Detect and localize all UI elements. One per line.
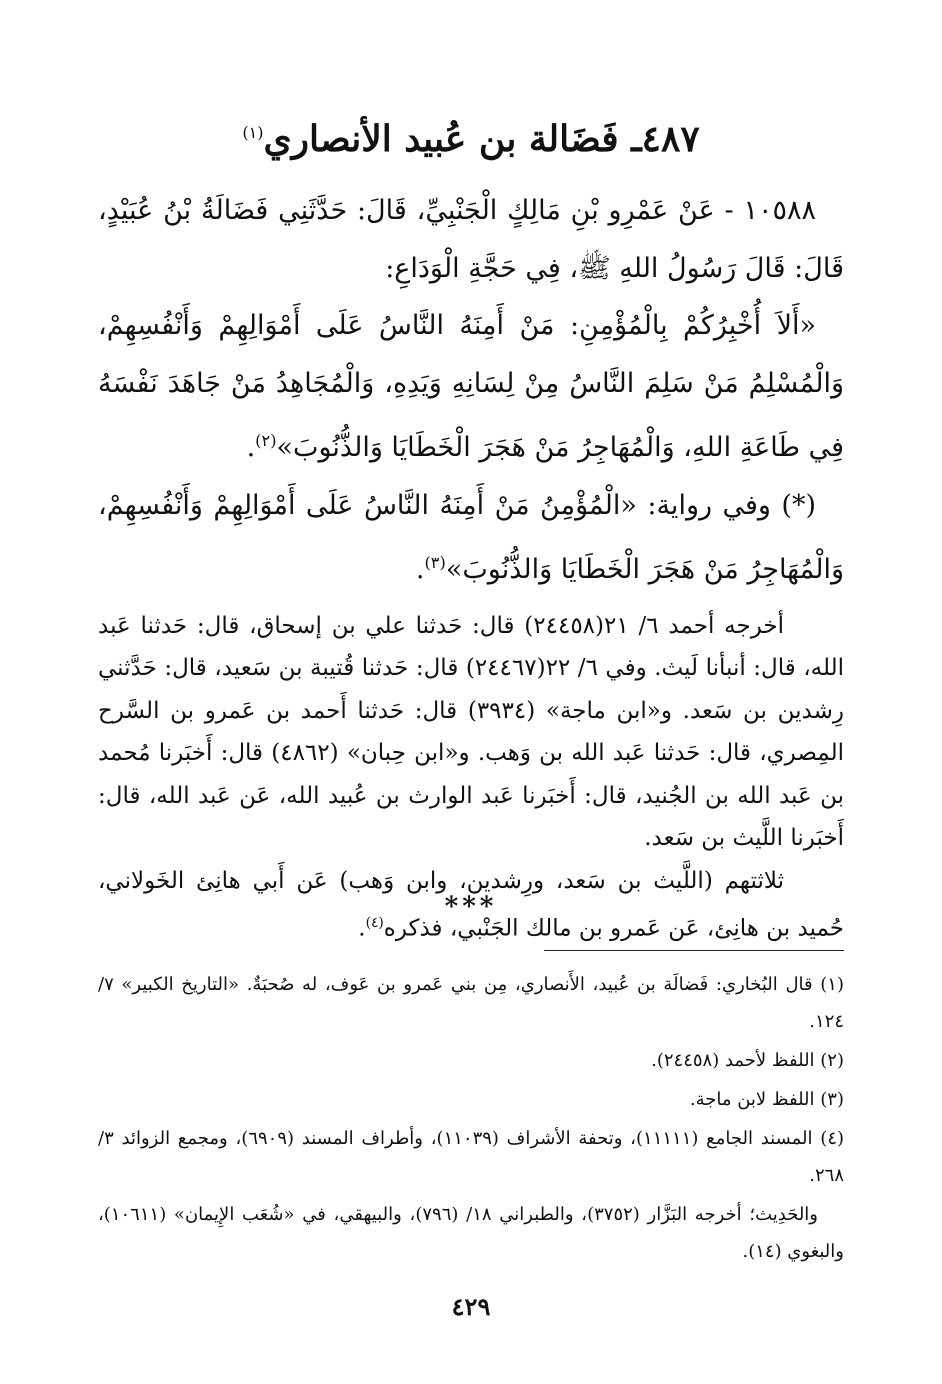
footnote-4: (٤) المسند الجامع (١١١١١)، وتحفة الأشراف (١١٠٣٩)، وأطراف المسند (٦٩٠٩)، ومجمع الزوائد ٣/ ٢٦٨.: [98, 1128, 845, 1186]
chapter-heading: [60, 108, 882, 164]
hadith-matn: «أَلاَ أُخْبِرُكُمْ بِالْمُؤْمِنِ: مَنْ أَمِنَهُ النَّاسُ عَلَى أَمْوَالِهِمْ وَأَنْفُسِهِمْ، وَالْمُسْلِمُ مَنْ سَلِمَ النَّاسُ مِنْ لِسَانِهِ وَيَدِهِ، وَالْمُجَاهِدُ مَنْ جَاهَدَ نَفْسَهُ فِي طَاعَةِ اللهِ، وَالْمُهَاجِرُ مَنْ هَجَرَ الْخَطَايَا وَالذُّنُوبَ»$^{(٢)}$.: [98, 310, 844, 463]
footnote-2: (٢) اللفظ لأحمد (٢٤٤٥٨).: [651, 1050, 844, 1071]
hadith-chain: ١٠٥٨٨ - عَنْ عَمْرِو بْنِ مَالِكٍ الْجَنْبِيِّ، قَالَ: حَدَّثَنِي فَضَالَةُ بْنُ عُبَيْدٍ، قَالَ: قَالَ رَسُولُ اللهِ ﷺ، فِي حَجَّةِ الْوَدَاعِ:: [98, 195, 844, 284]
takhrij-paragraph-2-text: ثلاثتهم (اللَّيث بن سَعد، ورِشدين، وابن وَهب) عَن أَبي هانِئ الخَولاني، حُميد بن هانِئ، عَن عَمرو بن مالك الجَنْبي، فذكره: [98, 867, 844, 942]
footnote-4-continued: والحَدِيث؛ أخرجه البَزَّار (٣٧٥٢)، والطبراني ١٨/ (٧٩٦)، والبيهقي، في «شُعَب الإِيمان» (١٠٦١١)، والبغوي (١٤).: [98, 1204, 844, 1262]
footnote-1: (١) قال البُخاري: فَضالَة بن عُبيد، الأَنصاري، مِن بني عَمرو بن عَوف، له صُحبَةٌ. «التاريخ الكبير» ٧/ ١٢٤.: [98, 974, 844, 1032]
footnote-ref-2: (٢): [255, 431, 277, 450]
footnote-divider: [544, 950, 844, 951]
hadith-matn-text: «أَلاَ أُخْبِرُكُمْ بِالْمُؤْمِنِ: مَنْ أَمِنَهُ النَّاسُ عَلَى أَمْوَالِهِمْ وَأَنْفُسِهِمْ، وَالْمُسْلِمُ مَنْ سَلِمَ النَّاسُ مِنْ لِسَانِهِ وَيَدِهِ، وَالْمُجَاهِدُ مَنْ جَاهَدَ نَفْسَهُ فِي طَاعَةِ اللهِ، وَالْمُهَاجِرُ مَنْ هَجَرَ الْخَطَايَا وَالذُّنُوبَ»: [98, 310, 844, 463]
heading-number: ٤٨٧ـ: [631, 118, 700, 160]
hadith-variant-text: (*) وفي رواية: «الْمُؤْمِنُ مَنْ أَمِنَهُ النَّاسُ عَلَى أَمْوَالِهِمْ وَأَنْفُسِهِمْ، وَالْمُهَاجِرُ مَنْ هَجَرَ الْخَطَايَا وَالذُّنُوبَ»: [98, 489, 844, 585]
heading-footnote-ref: (١): [242, 123, 264, 142]
hadith-block: [98, 182, 844, 599]
hadith-variant: (*) وفي رواية: «الْمُؤْمِنُ مَنْ أَمِنَهُ النَّاسُ عَلَى أَمْوَالِهِمْ وَأَنْفُسِهِمْ، وَالْمُهَاجِرُ مَنْ هَجَرَ الْخَطَايَا وَالذُّنُوبَ»$^{(٣)}$.: [98, 489, 844, 585]
footnote-ref-4: (٤): [365, 915, 384, 931]
takhrij-paragraph-1: أخرجه أحمد ٦/ ٢١(٢٤٤٥٨) قال: حَدثنا علي بن إسحاق، قال: حَدثنا عَبد الله، قال: أنبأنا لَيث. وفي ٦/ ٢٢(٢٤٤٦٧) قال: حَدثنا قُتيبة بن سَعيد، قال: حَدَّثني رِشدين بن سَعد. و«ابن ماجة» (٣٩٣٤) قال: حَدثنا أَحمد بن عَمرو بن السَّرح المِصري، قال: حَدثنا عَبد الله بن وَهب. و«ابن حِبان» (٤٨٦٢) قال: أَخبَرنا مُحمد بن عَبد الله بن الجُنيد، قال: أَخبَرنا عَبد الوارث بن عُبيد الله، عَن عَبد الله، قال: أَخبَرنا اللَّيث بن سَعد.: [98, 612, 844, 851]
footnotes: [98, 966, 844, 1272]
heading-name: فَضَالة بن عُبيد الأنصاري: [263, 118, 619, 160]
footnote-ref-3: (٣): [424, 553, 446, 572]
footnote-3: (٣) اللفظ لابن ماجة.: [689, 1089, 844, 1110]
main-text: [98, 182, 844, 950]
takhrij-end: .: [358, 915, 366, 942]
section-separator: ***: [444, 892, 498, 922]
page-number: ٤٢٩: [451, 1292, 491, 1321]
